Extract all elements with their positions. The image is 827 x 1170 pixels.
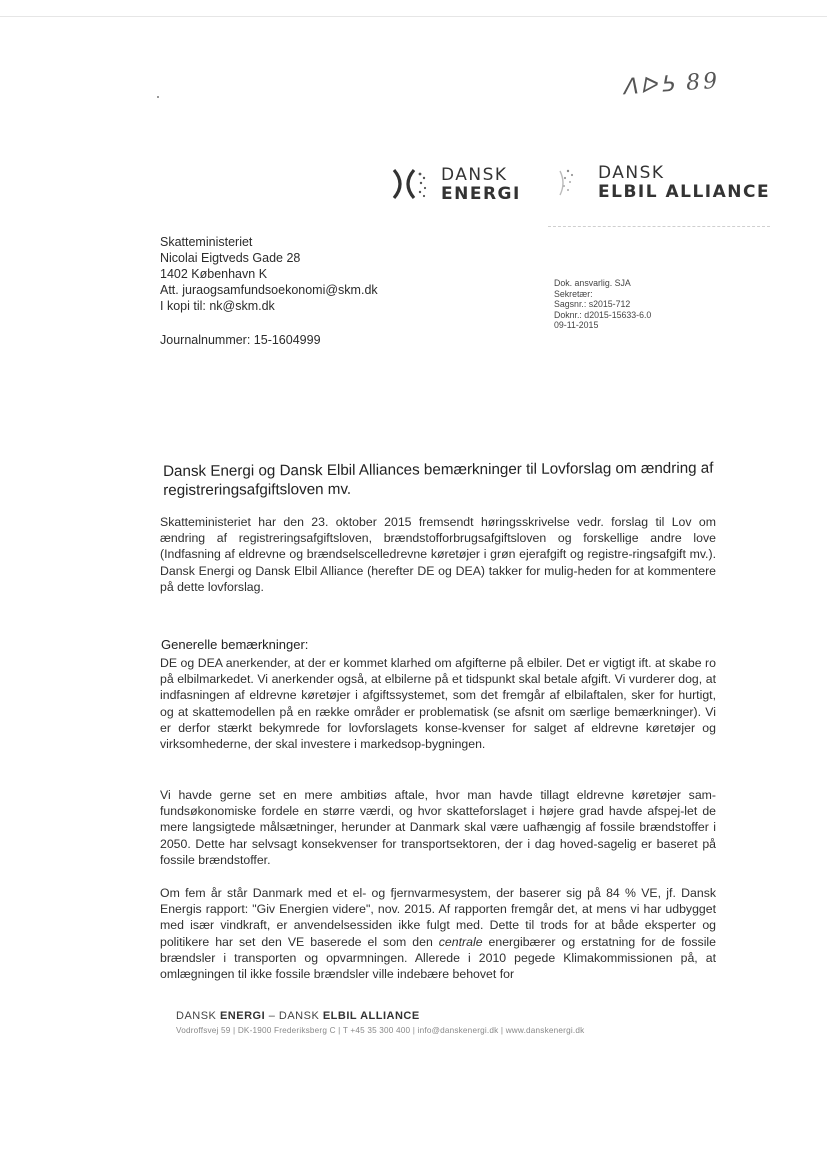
meta-responsible: Dok. ansvarlig. SJA — [554, 278, 631, 288]
elbil-alliance-logo-text — [598, 164, 770, 202]
footer-contact: Vodroffsvej 59 | DK-1900 Frederiksberg C | T +45 35 300 400 | info@danskenergi.dk | www.danskenergi.dk — [176, 1026, 585, 1035]
paragraph-text: Om fem år står Danmark med et el- og fjernvarmesystem, der baserer sig på 84 % VE, jf. Dansk Energis rapport: "Giv Energien videre", nov. 2015. Af rapporten fremgår det, at mens vi har udbygget med især vindkraft, er anvendelsessiden ikke fulgt med. Dette til trods for at både eksperter og politikere har set den VE baserede el som den — [160, 886, 716, 949]
footer-organizations — [176, 1010, 420, 1022]
document-meta — [554, 278, 651, 331]
footer-org-part: DANSK — [176, 1010, 220, 1022]
meta-secretary: Sekretær: — [554, 288, 593, 299]
footer-org-part: ENERGI — [219, 1010, 266, 1022]
scan-edge-line — [0, 16, 827, 17]
recipient-att: Att. juraogsamfundsoekonomi@skm.dk — [160, 283, 378, 297]
paragraph-intro: Skatteministeriet har den 23. oktober 2015 fremsendt høringsskrivelse vedr. forslag til Lov om ændring af registreringsafgiftsloven, brændstofforbrugsafgiftsloven og forskellige andre love (Indfasning af eldrevne og brændselscelledrevne køretøjer i grøn ejerafgift og registre-ringsafgift mv.). Dansk Energi og Dansk Elbil Alliance (herefter DE og DEA) takker for mulig-heden for at kommentere på dette lovforslag. — [160, 515, 716, 594]
recipient-address — [160, 234, 378, 314]
logo-line-1: DANSK — [598, 163, 665, 183]
letter-heading: Dansk Energi og Dansk Elbil Alliances bemærkninger til Lovforslag om ændring af registreringsafgiftsloven mv. — [163, 459, 714, 499]
logo-line-2: ELBIL ALLIANCE — [598, 182, 771, 202]
dansk-energi-logo-text — [441, 166, 521, 204]
header-divider — [548, 226, 770, 227]
recipient-name: Skatteministeriet — [160, 235, 253, 249]
recipient-cc: I kopi til: nk@skm.dk — [160, 299, 275, 313]
footer-org-part: ELBIL ALLIANCE — [322, 1010, 420, 1022]
meta-doc-number: Doknr.: d2015-15633-6.0 — [554, 309, 652, 320]
emphasis-text: centrale — [438, 934, 483, 949]
elbil-alliance-mark-icon — [556, 163, 596, 203]
logo-line-1: DANSK — [441, 165, 508, 185]
handwritten-note: ᐱᐅᕊ 89 — [621, 68, 721, 101]
section-title: Generelle bemærkninger: — [161, 637, 309, 652]
paragraph-ambition: Vi havde gerne set en mere ambitiøs aftale, hvor man havde tillagt eldrevne køretøjer sam-fundsøkonomiske fordele en større værdi, og hvor skatteforslaget i højere grad havde afspej-let de mere langsigtede målsætninger, herunder at Danmark skal være uafhængig af fossile brændstoffer i 2050. Dette har selvsagt konsekvenser for transportsektoren, der i dag hoved-sagelig er baseret på fossile brændstoffer. — [160, 788, 716, 867]
dansk-energi-mark-icon — [390, 164, 430, 204]
paragraph-text: energibærer og erstatning for de fossile brændsler i transporten og opvarmningen. Allerede i 2010 pegede Klimakommissionen på, at omlægningen til ikke fossile brændsler ville indebære behovet for — [160, 934, 716, 982]
recipient-city: 1402 København K — [160, 267, 268, 281]
recipient-street: Nicolai Eigtveds Gade 28 — [160, 251, 301, 265]
logo-line-2: ENERGI — [441, 184, 521, 204]
paragraph-general: DE og DEA anerkender, at der er kommet klarhed om afgifterne på elbiler. Det er vigtigt ift. at skabe ro på elbilmarkedet. Vi anerkender også, at elbilerne på et tidspunkt skal betale afgift. Vi vurderer dog, at indfasningen af eldrevne køretøjer i afgiftssystemet, som det fremgår af elbilaftalen, sker for hurtigt, og at skattemodellen på en række områder er problematisk (se afsnit om særlige bemærkninger). Vi er derfor stærkt bekymrede for lovforslagets konse-kvenser for salget af eldrevne køretøjer og virksomhederne, der skal investere i markedsop-bygningen. — [160, 656, 716, 752]
meta-case-number: Sagsnr.: s2015-712 — [554, 299, 631, 309]
meta-date: 09-11-2015 — [554, 320, 599, 330]
scan-speck — [157, 96, 159, 98]
footer-org-part: – DANSK — [265, 1010, 323, 1022]
journal-number: Journalnummer: 15-1604999 — [160, 333, 321, 347]
paragraph-energy-system — [160, 885, 716, 982]
